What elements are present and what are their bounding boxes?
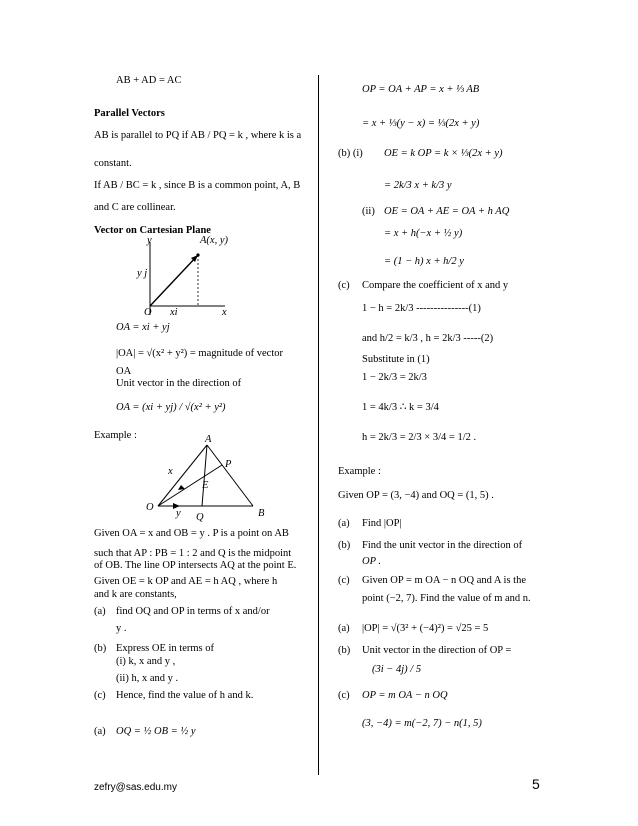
question-b-label: (b) (94, 643, 107, 654)
part-c-equation-3: 1 − 2k/3 = 2k/3 (362, 372, 427, 383)
page-number: 5 (532, 776, 540, 792)
solution-b-text: Unit vector in the direction of OP = (362, 645, 512, 656)
example-given: Given OP = (3, −4) and OQ = (1, 5) . (338, 490, 494, 501)
question-c-label: (c) (94, 690, 106, 701)
part-b-ii-label: (ii) (362, 206, 375, 217)
example-b-text: Find the unit vector in the direction of (362, 540, 523, 551)
given-text-2: such that AP : PB = 1 : 2 and Q is the midpoint (94, 548, 292, 559)
part-c-equation-4: 1 = 4k/3 ∴ k = 3/4 (362, 402, 439, 413)
example-a-label: (a) (338, 518, 350, 529)
unit-vector-line: Unit vector in the direction of (116, 378, 242, 389)
part-c-equation-5: h = 2k/3 = 2/3 × 3/4 = 1/2 . (362, 432, 477, 443)
triangle-diagram (150, 440, 270, 520)
part-b-i-equation-2: = 2k/3 x + k/3 y (384, 180, 452, 191)
part-b-i-label: (b) (i) (338, 148, 363, 159)
cartesian-graph (140, 240, 250, 320)
question-a-label: (a) (94, 606, 106, 617)
solution-b-label: (b) (338, 645, 351, 656)
part-c-text: Compare the coefficient of x and y (362, 280, 509, 291)
question-b-ii: (ii) h, x and y . (116, 673, 179, 684)
question-a-text-2: y . (116, 623, 127, 634)
magnitude-equation: |OA| = √(x² + y²) = magnitude of vector (116, 348, 283, 359)
answer-a-label: (a) (94, 726, 106, 737)
question-c-text: Hence, find the value of h and k. (116, 690, 254, 701)
magnitude-oa: OA (116, 366, 132, 377)
given-text-4: Given OE = k OP and AE = h AQ , where h (94, 576, 278, 587)
part-c-substitute: Substitute in (1) (362, 354, 430, 365)
question-b-text: Express OE in terms of (116, 643, 214, 654)
example-a-text: Find |OP| (362, 518, 402, 529)
triangle-label-q: Q (196, 512, 204, 523)
graph-xi-label: xi (170, 307, 178, 318)
parallel-text-2: constant. (94, 158, 132, 169)
oa-equation: OA = xi + yj (116, 322, 170, 333)
example-label-right: Example : (338, 466, 381, 477)
footer-email: zefry@sas.edu.my (94, 782, 177, 793)
example-label-left: Example : (94, 430, 137, 441)
graph-origin-label: O (144, 307, 152, 318)
given-text-5: and k are constants, (94, 589, 177, 600)
triangle-label-a: A (205, 434, 212, 445)
cartesian-heading: Vector on Cartesian Plane (94, 225, 211, 236)
vector-sum-equation: AB + AD = AC (116, 75, 182, 86)
example-c-label: (c) (338, 575, 350, 586)
example-c-text-2: point (−2, 7). Find the value of m and n. (362, 593, 531, 604)
parallel-text-3: If AB / BC = k , since B is a common point, A, B (94, 180, 301, 191)
triangle-label-x: x (168, 466, 173, 477)
graph-yj-label: y j (137, 268, 148, 279)
given-text-3: of OB. The line OP intersects AQ at the point E. (94, 560, 297, 571)
triangle-label-y: y (176, 508, 181, 519)
op-equation: OP = OA + AP = x + ⅓ AB (362, 84, 480, 95)
part-c-label: (c) (338, 280, 350, 291)
solution-b-equation: (3i − 4j) / 5 (372, 664, 422, 675)
example-b-text-2: OP . (362, 556, 382, 567)
solution-c-equation: OP = m OA − n OQ (362, 690, 448, 701)
parallel-vectors-heading: Parallel Vectors (94, 108, 165, 119)
graph-y-label: y (147, 235, 152, 246)
question-b-i: (i) k, x and y , (116, 656, 176, 667)
op-equation-2: = x + ⅓(y − x) = ⅓(2x + y) (362, 118, 480, 129)
parallel-text-4: and C are collinear. (94, 202, 176, 213)
triangle-label-e: E (202, 480, 209, 491)
column-divider (318, 75, 319, 775)
solution-a-equation: |OP| = √(3² + (−4)²) = √25 = 5 (362, 623, 489, 634)
solution-a-label: (a) (338, 623, 350, 634)
part-b-ii-equation-2: = x + h(−x + ½ y) (384, 228, 463, 239)
graph-x-label: x (222, 307, 227, 318)
part-c-equation-1: 1 − h = 2k/3 ---------------(1) (362, 303, 481, 314)
answer-a-equation: OQ = ½ OB = ½ y (116, 726, 196, 737)
part-b-ii-equation: OE = OA + AE = OA + h AQ (384, 206, 510, 217)
solution-c-label: (c) (338, 690, 350, 701)
unit-vector-equation: OA = (xi + yj) / √(x² + y²) (116, 402, 226, 413)
graph-point-a-label: A(x, y) (200, 235, 228, 246)
question-a-text: find OQ and OP in terms of x and/or (116, 606, 270, 617)
parallel-text-1: AB is parallel to PQ if AB / PQ = k , where k is a (94, 130, 302, 141)
example-c-text: Given OP = m OA − n OQ and A is the (362, 575, 526, 586)
triangle-label-p: P (225, 459, 232, 470)
solution-c-matrix-equation: (3, −4) = m(−2, 7) − n(1, 5) (362, 718, 482, 729)
triangle-label-o: O (146, 502, 154, 513)
given-text-1: Given OA = x and OB = y . P is a point on AB (94, 528, 289, 539)
triangle-label-b: B (258, 508, 265, 519)
part-b-i-equation: OE = k OP = k × ⅓(2x + y) (384, 148, 503, 159)
example-b-label: (b) (338, 540, 351, 551)
part-c-equation-2: and h/2 = k/3 , h = 2k/3 -----(2) (362, 333, 494, 344)
part-b-ii-equation-3: = (1 − h) x + h/2 y (384, 256, 464, 267)
